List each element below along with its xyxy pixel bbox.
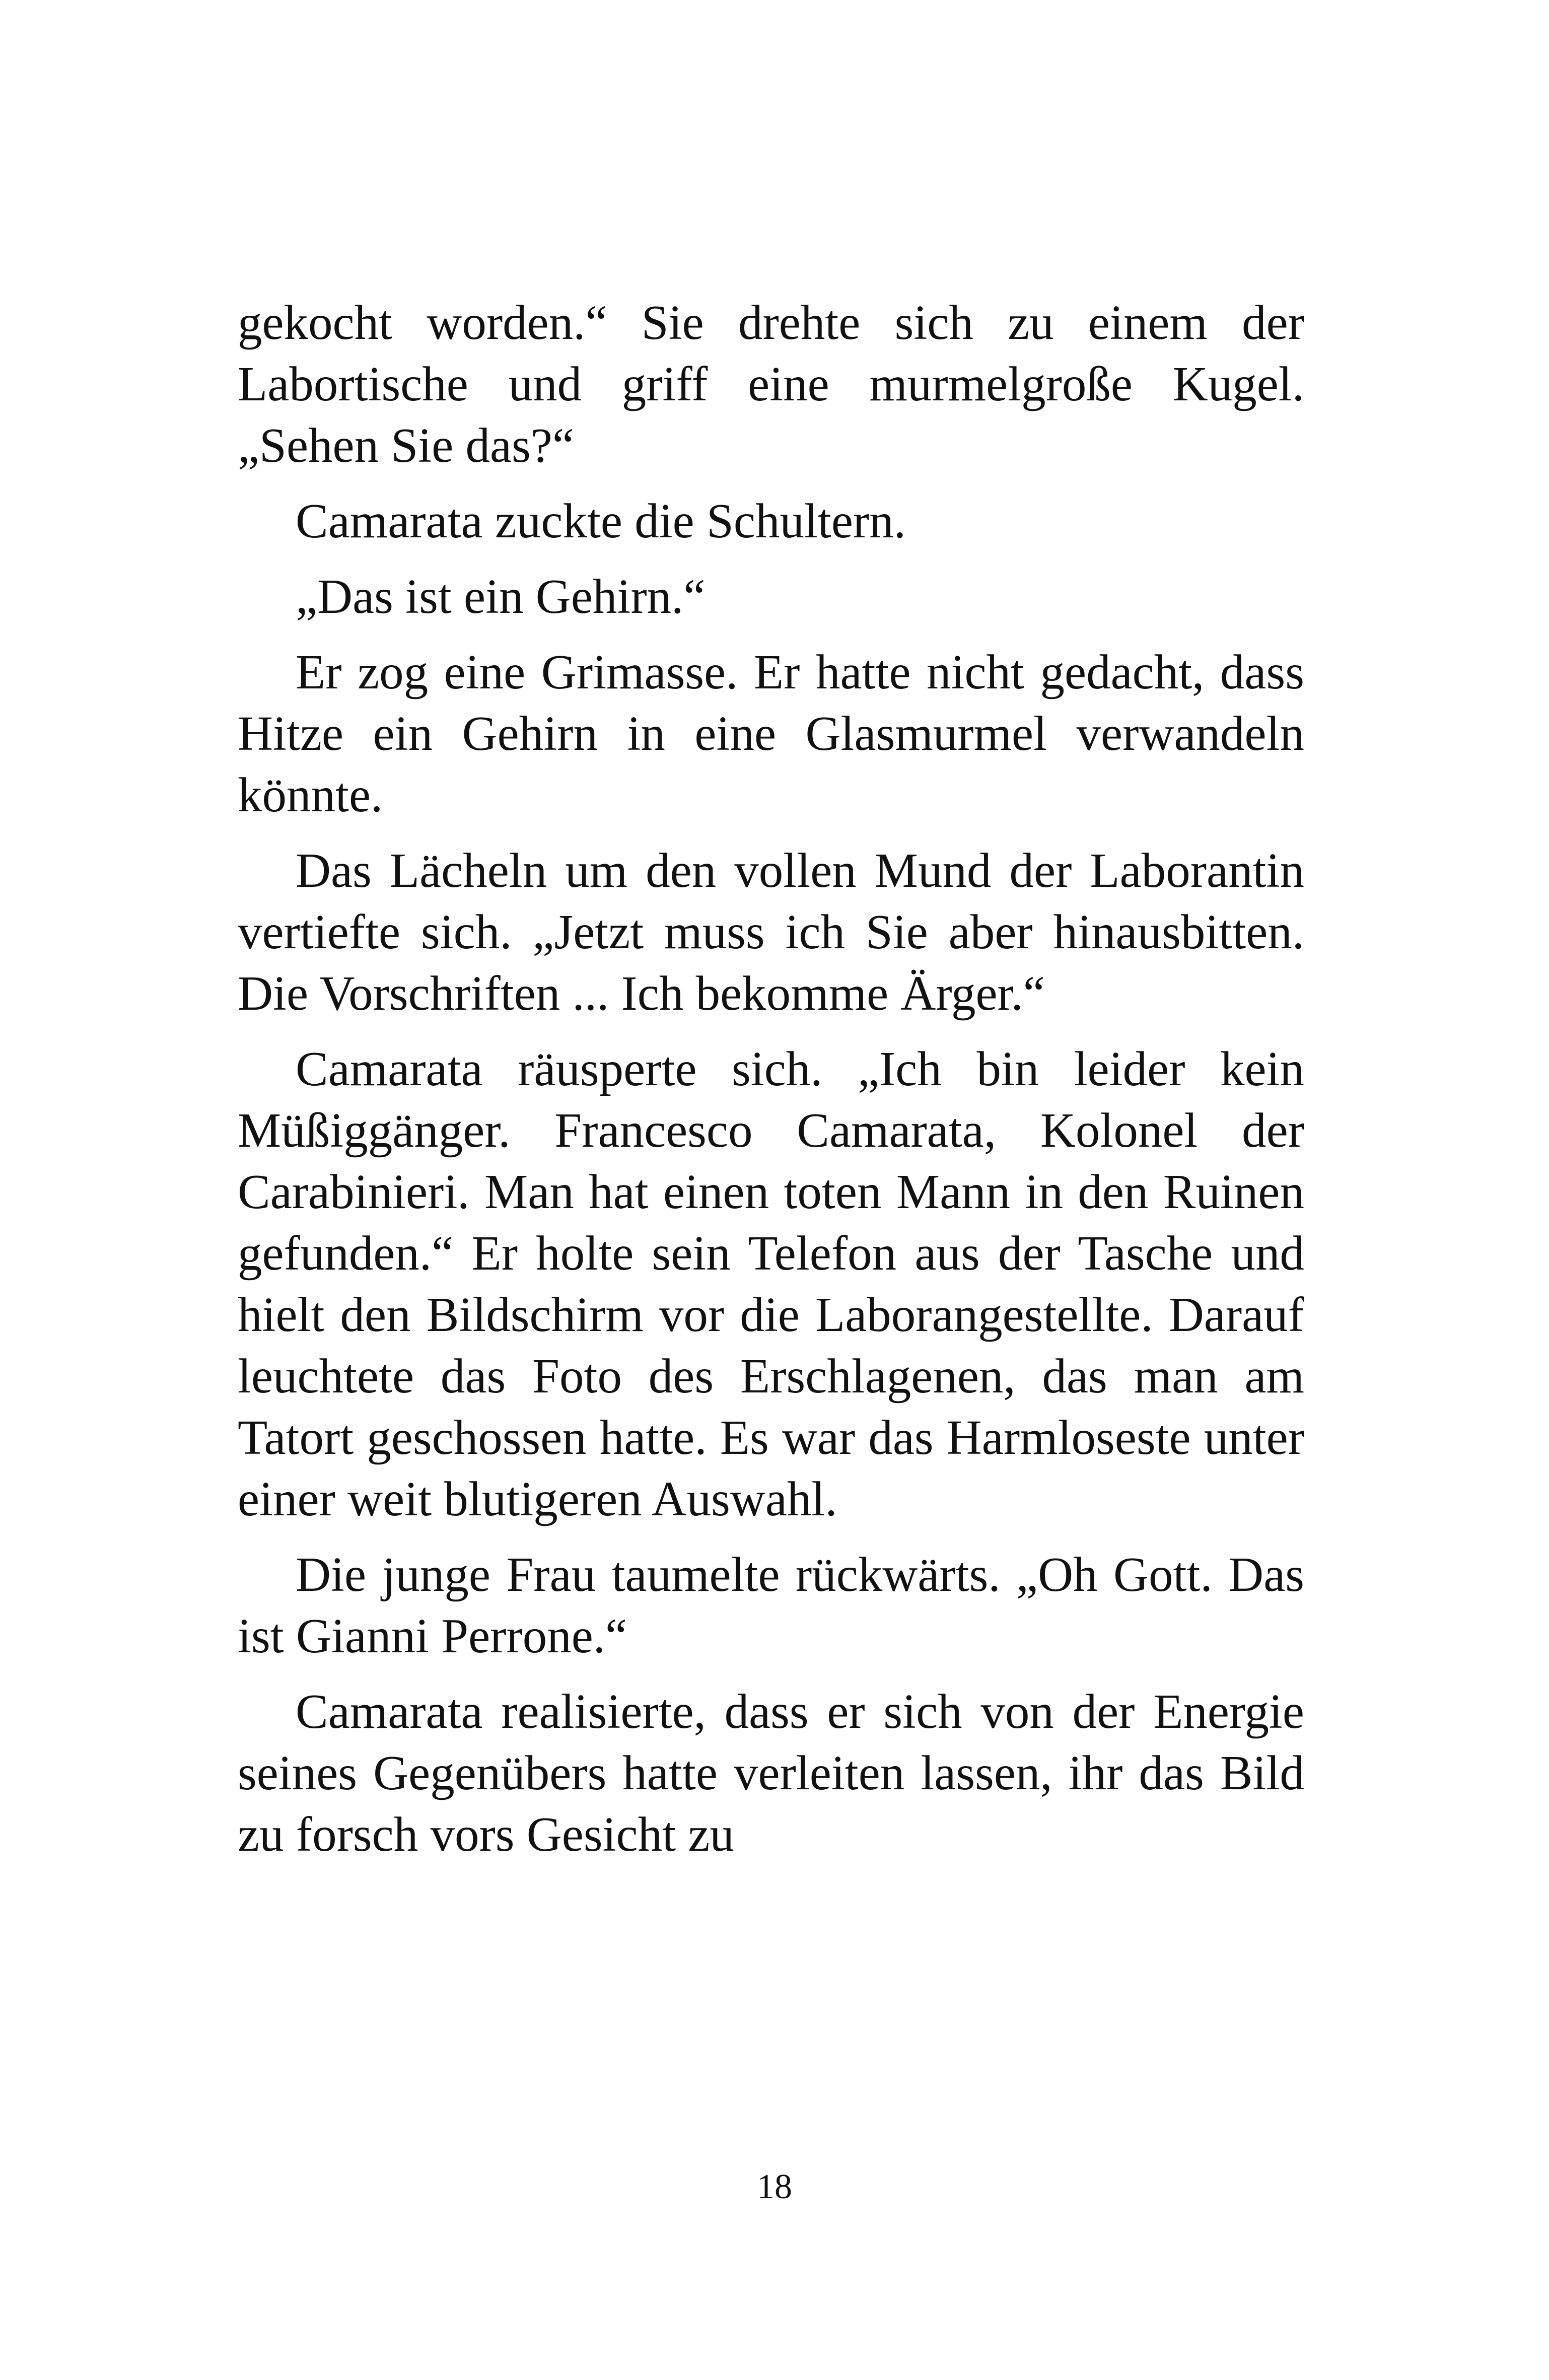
body-text — [238, 292, 1304, 1879]
paragraph: Camarata räusperte sich. „Ich bin leider kein Müßiggänger. Francesco Camarata, Kolonel der Carabinieri. Man hat einen toten Mann in den Ruinen gefunden.“ Er holte sein Telefon aus der Tasche und hielt den Bildschirm vor die Laborangestellte. Darauf leuchtete das Foto des Erschlagenen, das man am Tatort geschossen hatte. Es war das Harmloseste unter einer weit blutigeren Auswahl. — [238, 1042, 1304, 1526]
paragraph: Camarata realisierte, dass er sich von der Energie seines Gegenübers hatte verleiten lassen, ihr das Bild zu forsch vors Gesicht zu — [238, 1685, 1304, 1861]
paragraph-continued: gekocht worden.“ Sie drehte sich zu einem der Labortische und griff eine murmelgroße Kugel. „Sehen Sie das?“ — [238, 296, 1304, 472]
paragraph: Die junge Frau taumelte rückwärts. „Oh Gott. Das ist Gianni Perrone.“ — [238, 1548, 1304, 1663]
paragraph: Er zog eine Grimasse. Er hatte nicht gedacht, dass Hitze ein Gehirn in eine Glasmurmel verwandeln könnte. — [238, 645, 1304, 822]
paragraph: Das Lächeln um den vollen Mund der Laborantin vertiefte sich. „Jetzt muss ich Sie aber hinausbitten. Die Vorschriften ... Ich bekomme Ärger.“ — [238, 844, 1304, 1020]
page-number: 18 — [757, 2167, 792, 2206]
paragraph: Camarata zuckte die Schultern. — [296, 494, 906, 548]
paragraph: „Das ist ein Gehirn.“ — [296, 570, 706, 623]
